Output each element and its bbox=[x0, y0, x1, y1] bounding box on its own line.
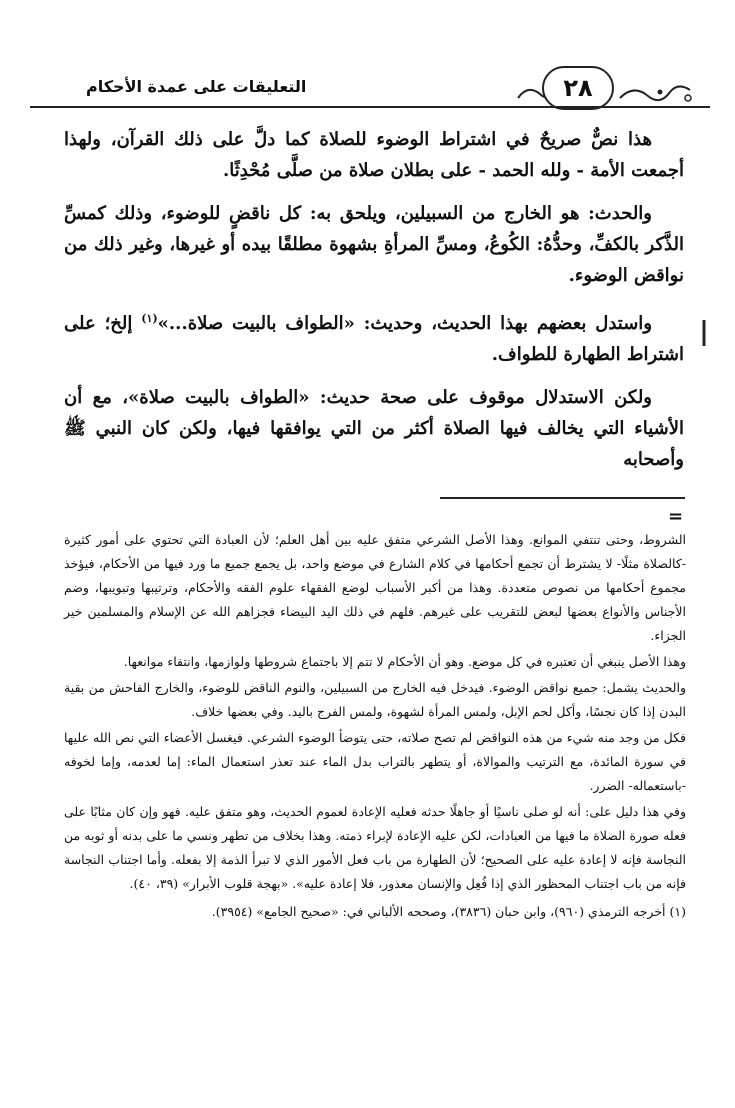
running-title: التعليقات على عمدة الأحكام bbox=[86, 77, 307, 96]
footnote-paragraph: فكل من وجد منه شيء من هذه النواقض لم تصح صلاته، حتى يتوضأ الوضوء الشرعي. فيغسل الأعضاء التي نص الله عليها في سورة المائدة، مع الترتيب والموالاة، أو يتطهر بالتراب بدل الماء عند تعذر استعمال الماء: إما لعدمه، وإما لخوفه -باستعماله- الضرر. bbox=[64, 730, 686, 793]
footnotes bbox=[64, 528, 686, 926]
header-rule bbox=[30, 106, 710, 108]
page-header bbox=[30, 60, 710, 116]
footnote-paragraph: الشروط، وحتى تنتفي الموانع. وهذا الأصل الشرعي متفق عليه بين أهل العلم؛ لأن العبادة التي تحتوي على أمور كثيرة -كالصلاة مثلًا- لا يشترط أن تجمع أحكامها في كلام الشارع في موضع واحد، بل يجمع جميع ما ورد فيها من الأحكام، فيؤخذ مجموع أحكامها من نصوص متعددة. وهذا من أكبر الأسباب لوضع الفقهاء علوم الفقه والأحكام، وترتيبها وتبويبها، وضم الأجناس والأنواع بعضها لبعض للتقريب على غيرهم. فلهم في ذلك اليد البيضاء فجزاهم الله عن الإسلام والمسلمين خير الجزاء. bbox=[64, 532, 686, 643]
paragraph: ولكن الاستدلال موقوف على صحة حديث: «الطواف بالبيت صلاة»، مع أن الأشياء التي يخالف فيها الصلاة أكثر من التي يوافقها فيها، ولكن كان النبي ﷺ وأصحابه bbox=[64, 387, 684, 470]
margin-mark-icon bbox=[700, 318, 708, 348]
footnote-reference: (١) أخرجه الترمذي (٩٦٠)، وابن حبان (٣٨٣٦)، وصححه الألباني في: «صحيح الجامع» (٣٩٥٤). bbox=[211, 904, 686, 919]
continuation-mark: = bbox=[668, 506, 684, 527]
paragraph: والحدث: هو الخارج من السبيلين، ويلحق به: كل ناقضٍ للوضوء، وذلك كمسِّ الذَّكر بالكفِّ، وحدُّهُ: الكُوعُ، ومسِّ المرأةِ بشهوة مطلقًا بيده أو غيرها، وغير ذلك من نواقض الوضوء. bbox=[64, 203, 684, 286]
footnote-paragraph: وهذا الأصل ينبغي أن تعتبره في كل موضع. وهو أن الأحكام لا تتم إلا باجتماع شروطها ولوازمها، وانتفاء موانعها. bbox=[123, 654, 686, 669]
paragraph-text: واستدل بعضهم بهذا الحديث، وحديث: «الطواف بالبيت صلاة...» bbox=[157, 313, 653, 334]
page-number: ٢٨ bbox=[542, 66, 614, 110]
footnote-divider bbox=[440, 497, 685, 499]
footnote-paragraph: والحديث يشمل: جميع نواقض الوضوء. فيدخل فيه الخارج من السبيلين، والنوم الناقض للوضوء، والخارج الفاحش من بقية البدن إذا كان نجسًا، وأكل لحم الإبل، ولمس المرأة لشهوة، ولمس الفرج باليد. وفي بعضها خلاف. bbox=[64, 680, 686, 719]
footnote-ref[interactable]: (١) bbox=[141, 312, 158, 325]
paragraph-text: إلخ؛ على اشتراط الطهارة للطواف. bbox=[64, 313, 684, 365]
paragraph bbox=[64, 303, 684, 370]
paragraph: هذا نصٌّ صريحٌ في اشتراط الوضوء للصلاة كما دلَّ على ذلك القرآن، ولهذا أجمعت الأمة - ولله الحمد - على بطلان صلاة من صلَّى مُحْدِثًا. bbox=[64, 129, 684, 181]
footnote-paragraph: وفي هذا دليل على: أنه لو صلى ناسيًا أو جاهلًا حدثه فعليه الإعادة لعموم الحديث، وهو متفق عليه. فهو وإن كان مثابًا على فعله صورة الصلاة ما فيها من العبادات، لكن عليه الإعادة لإبراء ذمته. وهذا بخلاف من تطهر ونسي ما على بدنه أو ثوبه من النجاسة فإنه لا إعادة عليه على الصحيح؛ لأن الطهارة من باب فعل الأمور الذي لا تبرأ الذمة إلا بفعله. وأما اجتناب النجاسة فإنه من باب اجتناب المحظور الذي إذا فُعِل والإنسان معذور، فلا إعادة عليه». «بهجة قلوب الأبرار» (٣٩، ٤٠). bbox=[64, 804, 686, 891]
main-text bbox=[64, 124, 684, 487]
